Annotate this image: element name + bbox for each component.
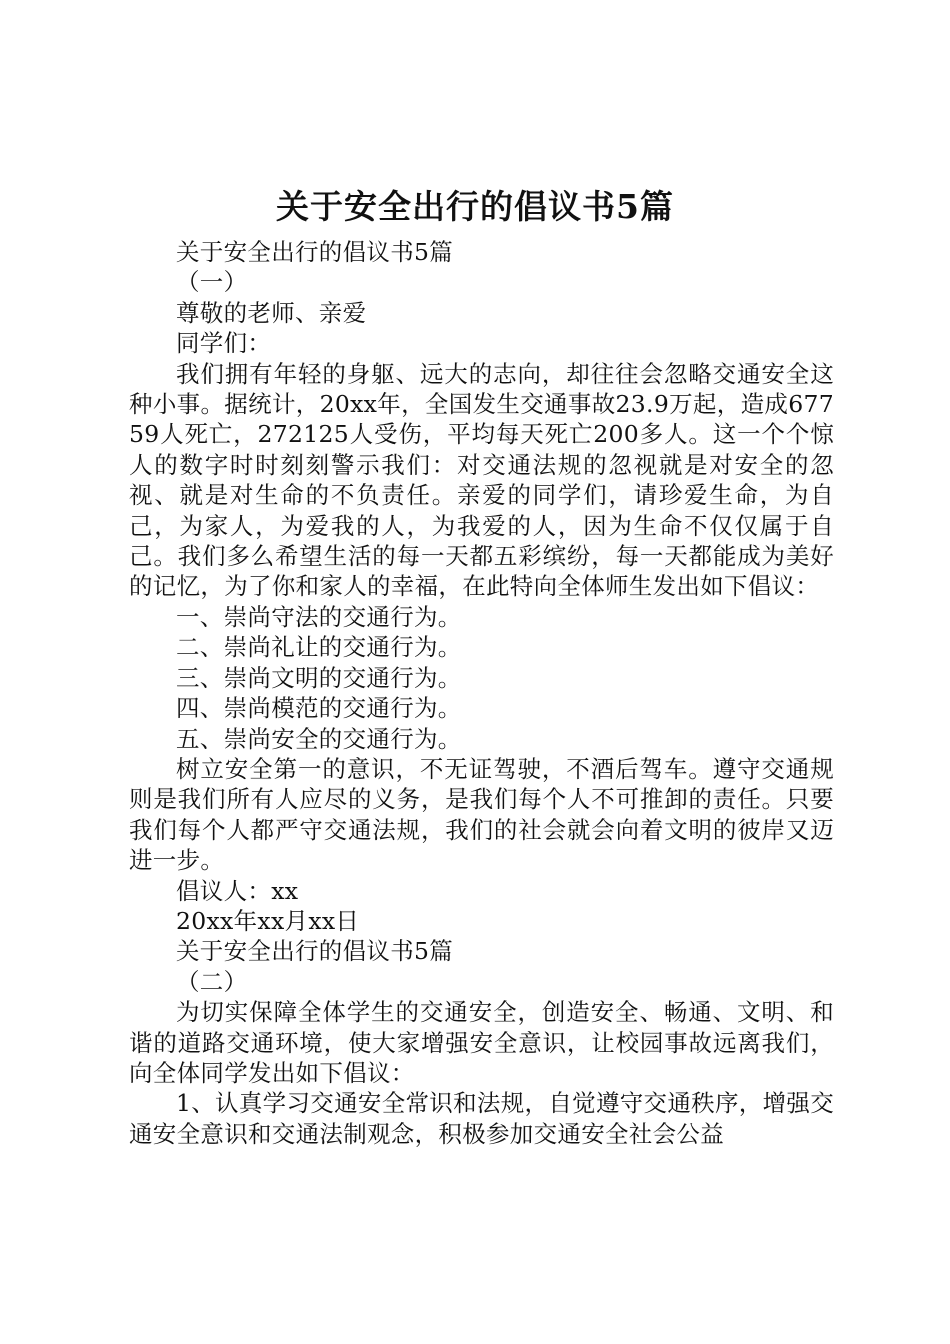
paragraph-signature: 倡议人：xx bbox=[176, 876, 299, 905]
paragraph-body: 为切实保障全体学生的交通安全，创造安全、畅通、文明、和谐的道路交通环境，使大家增强安全意识，让校园事故远离我们，向全体同学发出如下倡议： bbox=[129, 998, 834, 1087]
paragraph-subtitle-2: 关于安全出行的倡议书5篇 bbox=[176, 937, 454, 966]
paragraph-body: 树立安全第一的意识，不无证驾驶，不酒后驾车。遵守交通规则是我们所有人应尽的义务，是我们每个人不可推卸的责任。只要我们每个人都严守交通法规，我们的社会就会向着文明的彼岸又迈进一步。 bbox=[129, 754, 834, 875]
paragraph-salutation: 尊敬的老师、亲爱 bbox=[176, 298, 367, 327]
paragraph-body: 我们拥有年轻的身躯、远大的志向，却往往会忽略交通安全这种小事。据统计，20xx年，全国发生交通事故23.9万起，造成67759人死亡，272125人受伤，平均每天死亡200多人。这一个个惊人的数字时时刻刻警示我们：对交通法规的忽视就是对安全的忽视、就是对生命的不负责任。亲爱的同学们，请珍爱生命，为自己，为家人，为爱我的人，为我爱的人，因为生命不仅仅属于自己。我们多么希望生活的每一天都五彩缤纷，每一天都能成为美好的记忆，为了你和家人的幸福，在此特向全体师生发出如下倡议： bbox=[129, 359, 834, 601]
document-body bbox=[129, 237, 834, 1149]
paragraph-list-item: 一、崇尚守法的交通行为。 bbox=[176, 602, 462, 631]
document-title: 关于安全出行的倡议书5篇 bbox=[276, 187, 674, 226]
paragraph-date: 20xx年xx月xx日 bbox=[176, 906, 360, 935]
paragraph-list-item: 二、崇尚礼让的交通行为。 bbox=[176, 633, 462, 662]
paragraph-salutation-cont: 同学们： bbox=[176, 329, 272, 358]
paragraph-list-item: 五、崇尚安全的交通行为。 bbox=[176, 724, 462, 753]
paragraph-body: 1、认真学习交通安全常识和法规，自觉遵守交通秩序，增强交通安全意识和交通法制观念，积极参加交通安全社会公益 bbox=[129, 1089, 834, 1148]
paragraph-subtitle-1: 关于安全出行的倡议书5篇 bbox=[176, 238, 454, 266]
paragraph-list-item: 四、崇尚模范的交通行为。 bbox=[176, 694, 462, 723]
paragraph-section-2: （二） bbox=[176, 967, 248, 996]
paragraph-section-1: （一） bbox=[176, 268, 248, 297]
paragraph-list-item: 三、崇尚文明的交通行为。 bbox=[176, 663, 462, 692]
